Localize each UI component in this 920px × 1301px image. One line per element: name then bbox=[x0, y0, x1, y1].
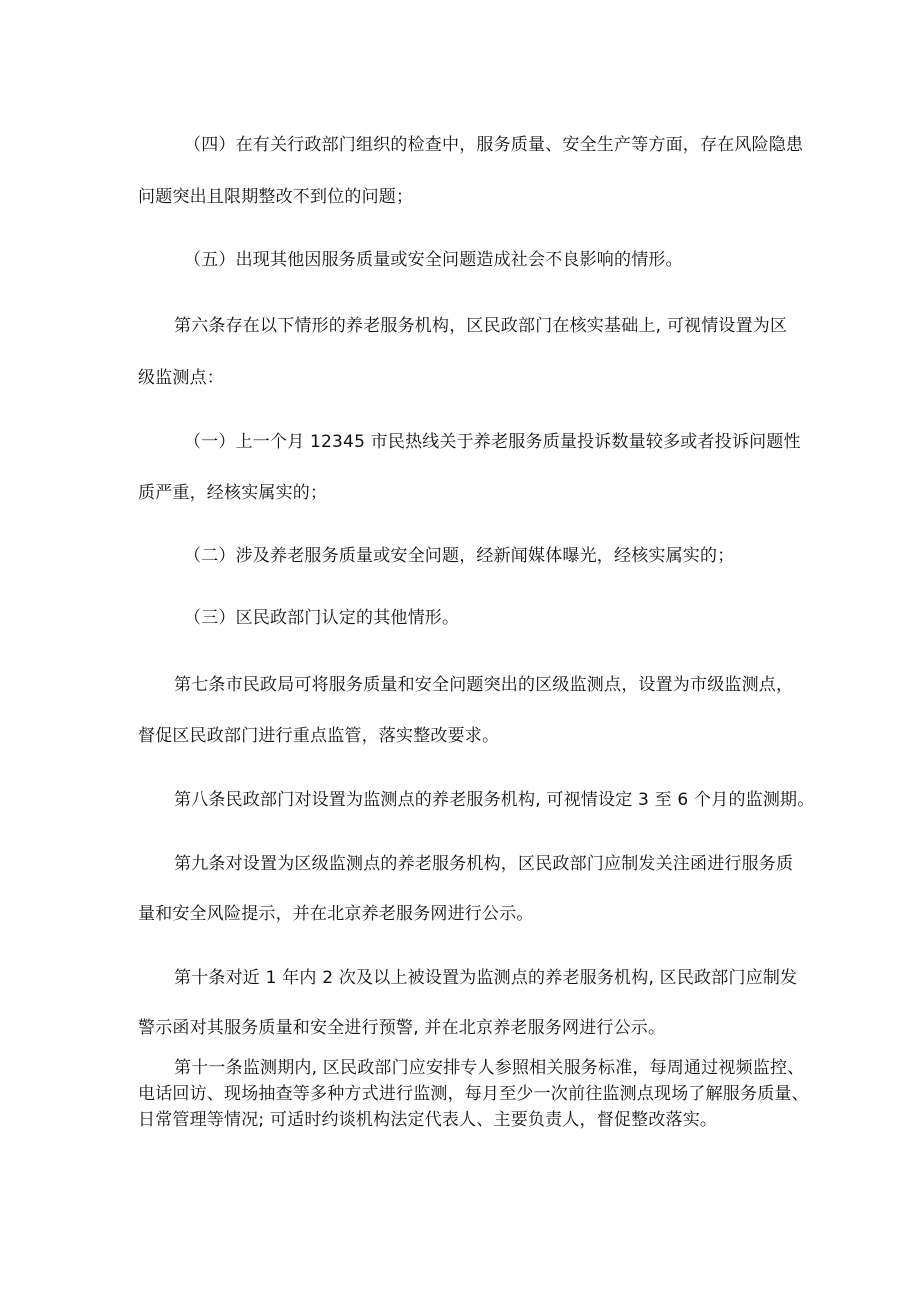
article-6-line-2: 级监测点： bbox=[138, 368, 224, 388]
article-9-line-2: 量和安全风险提示，并在北京养老服务网进行公示。 bbox=[138, 904, 534, 924]
clause-4-line-1: （四）在有关行政部门组织的检查中，服务质量、安全生产等方面，存在风险隐患 bbox=[184, 135, 804, 155]
article-6-item-3-line-1: （三）区民政部门认定的其他情形。 bbox=[184, 608, 460, 628]
article-6-line-1: 第六条存在以下情形的养老服务机构，区民政部门在核实基础上, 可视情设置为区 bbox=[174, 316, 788, 336]
article-11-line-2: 电话回访、现场抽查等多种方式进行监测，每月至少一次前往监测点现场了解服务质量、 bbox=[138, 1084, 809, 1104]
article-9-line-1: 第九条对设置为区级监测点的养老服务机构，区民政部门应制发关注函进行服务质 bbox=[174, 854, 794, 874]
clause-4-line-2: 问题突出且限期整改不到位的问题； bbox=[138, 187, 414, 207]
article-8-line-1: 第八条民政部门对设置为监测点的养老服务机构, 可视情设定 3 至 6 个月的监测期。 bbox=[174, 790, 815, 810]
article-7-line-1: 第七条市民政局可将服务质量和安全问题突出的区级监测点，设置为市级监测点， bbox=[174, 675, 794, 695]
article-6-item-2-line-1: （二）涉及养老服务质量或安全问题，经新闻媒体曝光，经核实属实的； bbox=[184, 546, 735, 566]
article-11-line-1: 第十一条监测期内, 区民政部门应安排专人参照相关服务标准，每周通过视频监控、 bbox=[174, 1058, 805, 1078]
article-7-line-2: 督促区民政部门进行重点监管，落实整改要求。 bbox=[138, 726, 500, 746]
article-6-item-1-line-1: （一）上一个月 12345 市民热线关于养老服务质量投诉数量较多或者投诉问题性 bbox=[184, 432, 801, 452]
article-10-line-1: 第十条对近 1 年内 2 次及以上被设置为监测点的养老服务机构, 区民政部门应制发 bbox=[174, 968, 798, 988]
clause-5-line-1: （五）出现其他因服务质量或安全问题造成社会不良影响的情形。 bbox=[184, 250, 683, 270]
article-10-line-2: 警示函对其服务质量和安全进行预警, 并在北京养老服务网进行公示。 bbox=[138, 1018, 666, 1038]
article-6-item-1-line-2: 质严重，经核实属实的； bbox=[138, 483, 328, 503]
article-11-line-3: 日常管理等情况; 可适时约谈机构法定代表人、主要负责人，督促整改落实。 bbox=[138, 1110, 718, 1130]
